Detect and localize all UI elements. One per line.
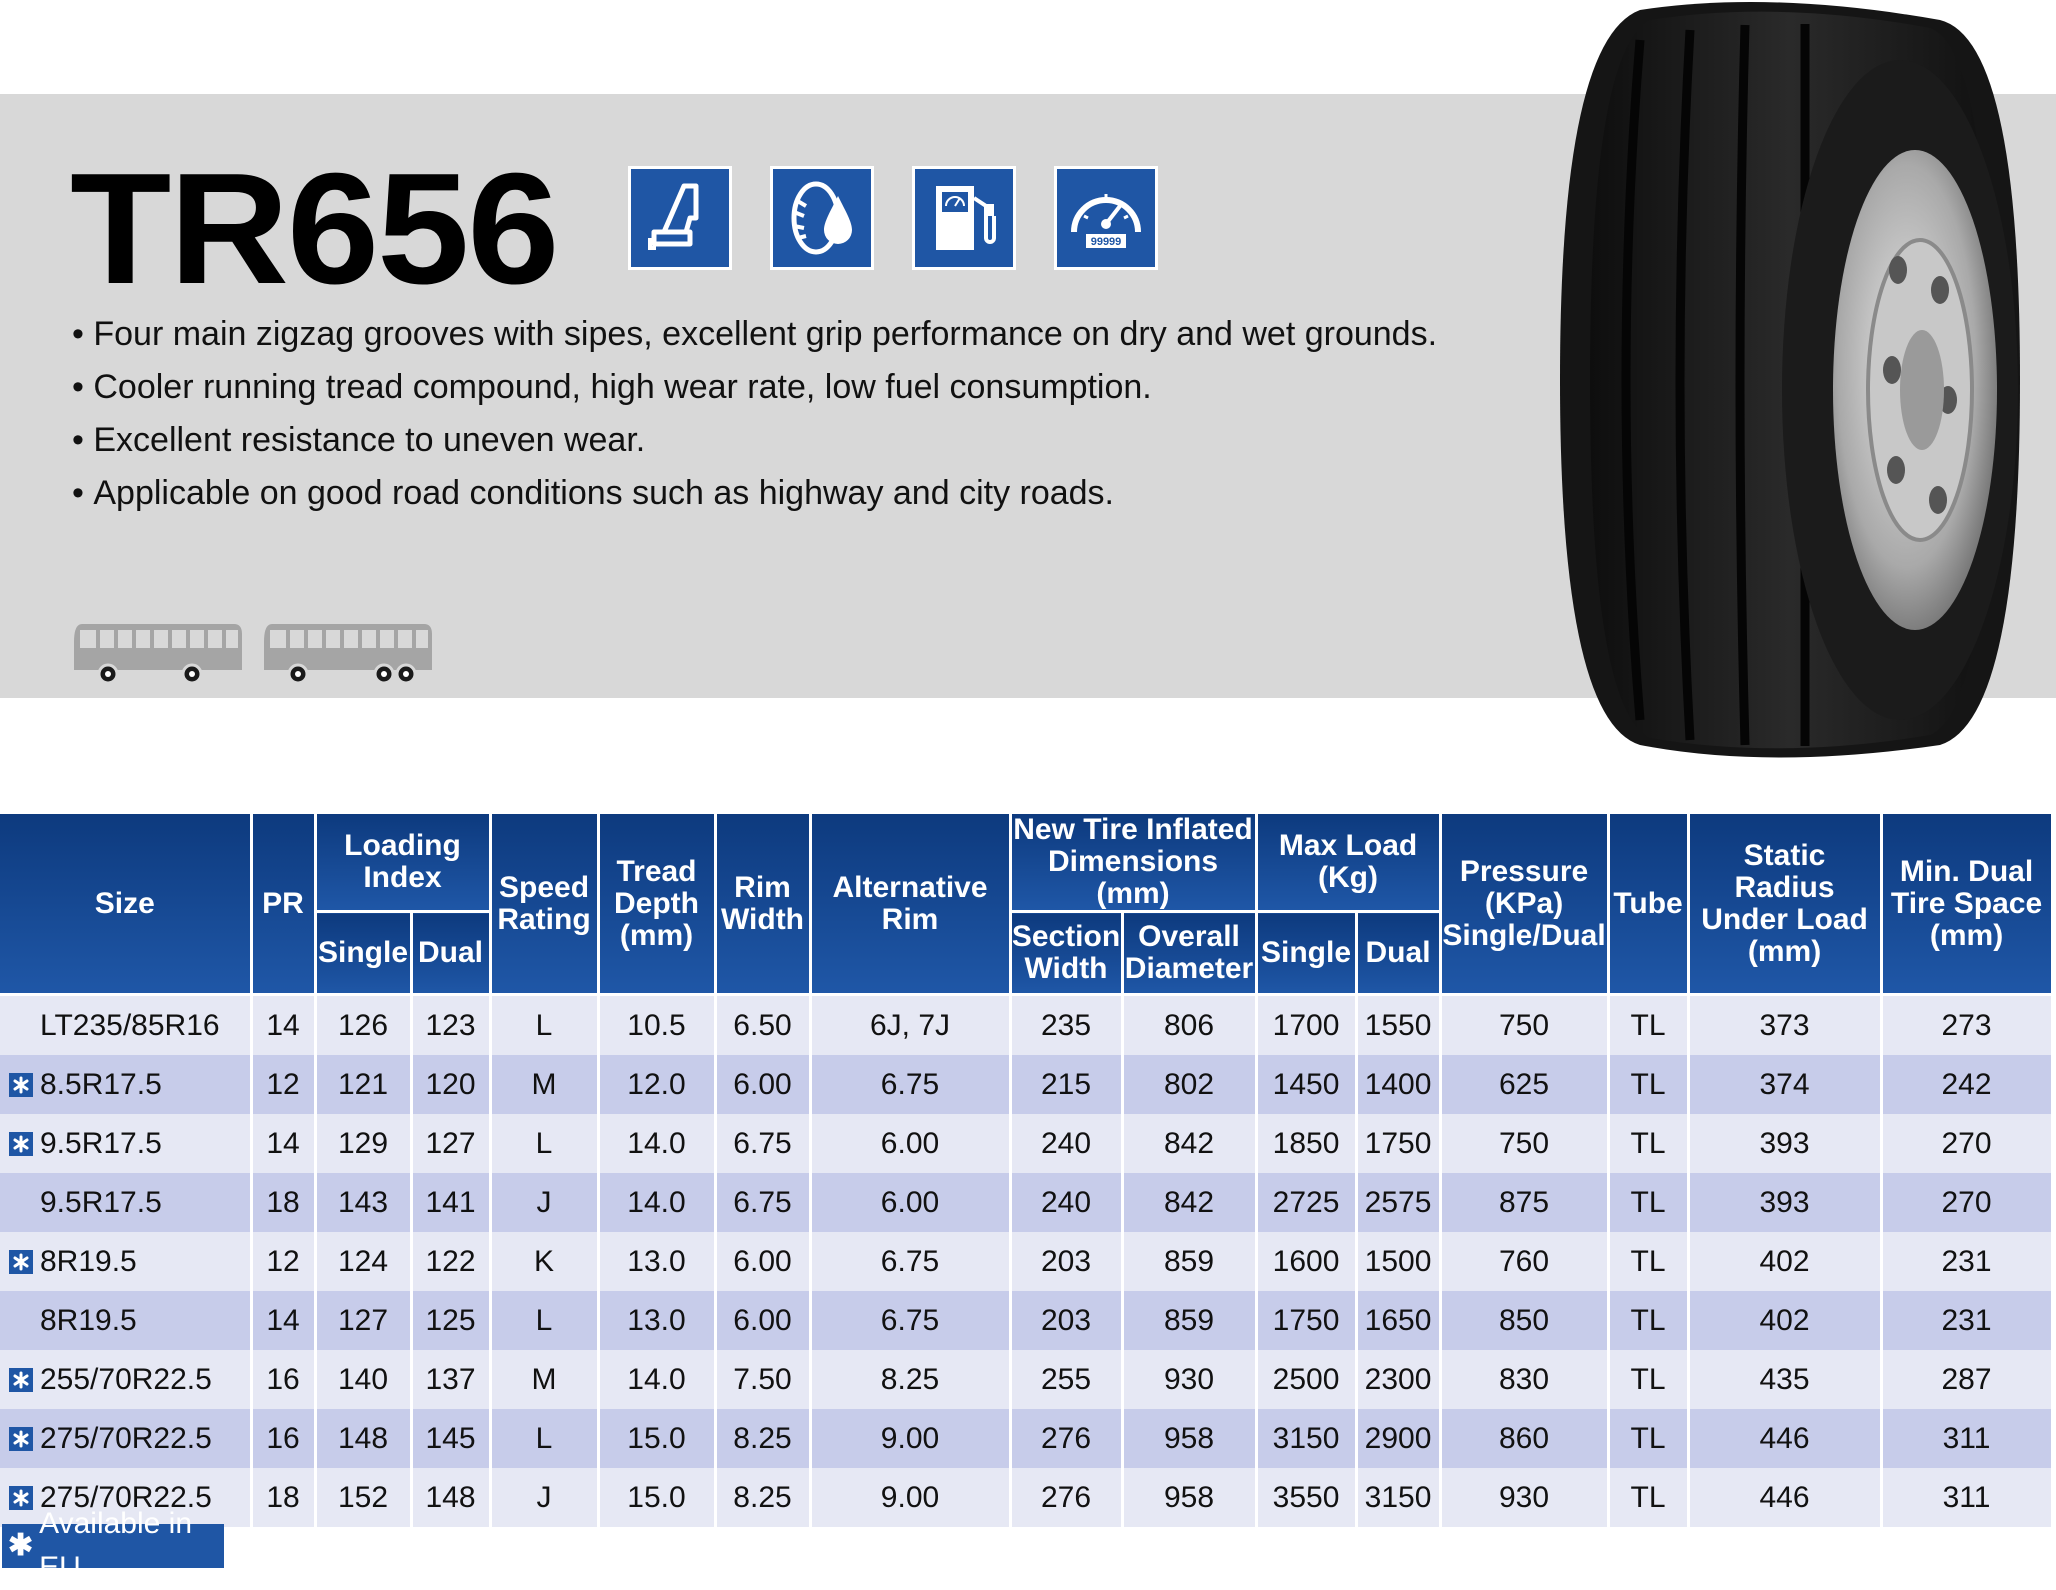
header-tube: Tube <box>1608 814 1688 995</box>
table-cell: TL <box>1608 1173 1688 1232</box>
table-cell: 203 <box>1010 1291 1122 1350</box>
eu-star-icon: ✱ <box>8 1529 34 1562</box>
table-cell: J <box>490 1468 598 1527</box>
table-cell: 6.00 <box>715 1055 810 1114</box>
table-cell: 140 <box>315 1350 411 1409</box>
table-cell: 1550 <box>1356 995 1440 1056</box>
table-row <box>0 1350 2052 1409</box>
table-cell: 6.00 <box>810 1114 1010 1173</box>
table-cell: 2725 <box>1256 1173 1356 1232</box>
spec-table-body <box>0 995 2052 1528</box>
table-cell: 2575 <box>1356 1173 1440 1232</box>
table-cell: 10.5 <box>598 995 715 1056</box>
table-cell: 16 <box>251 1409 315 1468</box>
table-cell: 393 <box>1688 1173 1881 1232</box>
header-loading-dual: Dual <box>411 912 490 995</box>
table-cell: 9.00 <box>810 1468 1010 1527</box>
table-cell: 374 <box>1688 1055 1881 1114</box>
model-title: TR656 <box>70 141 558 317</box>
table-cell: 12.0 <box>598 1055 715 1114</box>
table-cell: 2300 <box>1356 1350 1440 1409</box>
table-cell: 13.0 <box>598 1291 715 1350</box>
svg-text:99999: 99999 <box>1090 236 1122 248</box>
table-cell: 1700 <box>1256 995 1356 1056</box>
table-cell: 276 <box>1010 1409 1122 1468</box>
table-cell: 242 <box>1881 1055 2052 1114</box>
bus-tandem-axle-icon <box>260 620 434 686</box>
header-size: Size <box>0 814 251 995</box>
header-speed-rating: Speed Rating <box>490 814 598 995</box>
table-cell: 14.0 <box>598 1350 715 1409</box>
table-cell: 148 <box>411 1468 490 1527</box>
fuel-economy-icon <box>912 166 1016 270</box>
table-cell: 930 <box>1122 1350 1256 1409</box>
table-cell: M <box>490 1350 598 1409</box>
table-cell: 842 <box>1122 1114 1256 1173</box>
table-cell: 145 <box>411 1409 490 1468</box>
table-cell: 215 <box>1010 1055 1122 1114</box>
eu-available-icon <box>9 1368 33 1392</box>
feature-item: • Applicable on good road conditions such as highway and city roads. <box>72 467 1437 520</box>
bus-single-axle-icon <box>70 620 244 686</box>
table-cell: 6.75 <box>715 1114 810 1173</box>
table-cell: 1400 <box>1356 1055 1440 1114</box>
feature-icons <box>628 166 1158 270</box>
header-loading-index: Loading Index <box>315 814 490 912</box>
table-cell: 311 <box>1881 1409 2052 1468</box>
size-cell <box>0 1291 251 1350</box>
eu-available-icon <box>9 1073 33 1097</box>
table-cell: K <box>490 1232 598 1291</box>
table-cell: 2500 <box>1256 1350 1356 1409</box>
eu-available-icon <box>9 1250 33 1274</box>
header-pressure: Pressure (KPa) Single/Dual <box>1440 814 1608 995</box>
header-section-width: Section Width <box>1010 912 1122 995</box>
table-cell: 240 <box>1010 1173 1122 1232</box>
size-label: 275/70R22.5 <box>40 1421 212 1455</box>
table-row <box>0 995 2052 1056</box>
table-cell: 127 <box>411 1114 490 1173</box>
table-cell: 1500 <box>1356 1232 1440 1291</box>
spec-table <box>0 814 2054 1527</box>
table-cell: 273 <box>1881 995 2052 1056</box>
table-cell: 12 <box>251 1055 315 1114</box>
table-cell: 930 <box>1440 1468 1608 1527</box>
table-cell: 6.00 <box>715 1291 810 1350</box>
table-cell: 12 <box>251 1232 315 1291</box>
table-cell: 127 <box>315 1291 411 1350</box>
table-cell: 152 <box>315 1468 411 1527</box>
table-cell: 1450 <box>1256 1055 1356 1114</box>
table-cell: 203 <box>1010 1232 1122 1291</box>
table-cell: 14.0 <box>598 1173 715 1232</box>
table-cell: 126 <box>315 995 411 1056</box>
table-cell: 13.0 <box>598 1232 715 1291</box>
size-cell <box>0 1173 251 1232</box>
table-cell: 121 <box>315 1055 411 1114</box>
table-cell: TL <box>1608 1468 1688 1527</box>
header-min-dual-space: Min. Dual Tire Space (mm) <box>1881 814 2052 995</box>
table-cell: 231 <box>1881 1291 2052 1350</box>
table-row <box>0 1055 2052 1114</box>
table-cell: 435 <box>1688 1350 1881 1409</box>
table-cell: 6.00 <box>715 1232 810 1291</box>
table-cell: L <box>490 1114 598 1173</box>
table-cell: 3150 <box>1356 1468 1440 1527</box>
feature-list <box>72 308 1437 520</box>
table-cell: 6.00 <box>810 1173 1010 1232</box>
table-cell: 750 <box>1440 1114 1608 1173</box>
table-cell: TL <box>1608 1291 1688 1350</box>
table-cell: 122 <box>411 1232 490 1291</box>
header-max-load-dual: Dual <box>1356 912 1440 995</box>
table-cell: 802 <box>1122 1055 1256 1114</box>
header-new-tire-dimensions: New Tire Inflated Dimensions (mm) <box>1010 814 1256 912</box>
table-cell: 806 <box>1122 995 1256 1056</box>
table-cell: 141 <box>411 1173 490 1232</box>
table-cell: 446 <box>1688 1409 1881 1468</box>
size-label: 255/70R22.5 <box>40 1362 212 1396</box>
table-cell: TL <box>1608 995 1688 1056</box>
table-cell: 7.50 <box>715 1350 810 1409</box>
table-cell: 625 <box>1440 1055 1608 1114</box>
eu-available-icon <box>9 1132 33 1156</box>
table-cell: 1750 <box>1256 1291 1356 1350</box>
header-rim-width: Rim Width <box>715 814 810 995</box>
size-label: 9.5R17.5 <box>40 1126 162 1160</box>
size-label: 9.5R17.5 <box>40 1185 162 1219</box>
size-label: 8R19.5 <box>40 1244 137 1278</box>
table-cell: 14 <box>251 1291 315 1350</box>
table-cell: 860 <box>1440 1409 1608 1468</box>
eu-legend-label: Available in EU <box>39 1507 193 1584</box>
size-label: 275/70R22.5 <box>40 1480 212 1514</box>
size-cell <box>0 1350 251 1409</box>
table-cell: 270 <box>1881 1173 2052 1232</box>
table-row <box>0 1291 2052 1350</box>
table-cell: TL <box>1608 1232 1688 1291</box>
header-max-load: Max Load (Kg) <box>1256 814 1440 912</box>
table-cell: 123 <box>411 995 490 1056</box>
table-row <box>0 1468 2052 1527</box>
table-cell: 240 <box>1010 1114 1122 1173</box>
size-cell <box>0 1232 251 1291</box>
table-cell: 148 <box>315 1409 411 1468</box>
size-label: LT235/85R16 <box>40 1008 220 1042</box>
table-cell: 311 <box>1881 1468 2052 1527</box>
table-cell: 287 <box>1881 1350 2052 1409</box>
table-cell: 850 <box>1440 1291 1608 1350</box>
size-cell <box>0 1114 251 1173</box>
table-cell: 14.0 <box>598 1114 715 1173</box>
size-cell <box>0 995 251 1056</box>
table-cell: L <box>490 995 598 1056</box>
table-cell: L <box>490 1409 598 1468</box>
table-cell: 875 <box>1440 1173 1608 1232</box>
table-cell: 1600 <box>1256 1232 1356 1291</box>
table-cell: 6J, 7J <box>810 995 1010 1056</box>
eu-available-icon <box>9 1486 33 1510</box>
feature-item: • Excellent resistance to uneven wear. <box>72 414 1437 467</box>
table-row <box>0 1114 2052 1173</box>
size-label: 8.5R17.5 <box>40 1067 162 1101</box>
table-row <box>0 1232 2052 1291</box>
table-cell: 3550 <box>1256 1468 1356 1527</box>
table-cell: 8.25 <box>715 1409 810 1468</box>
header-alternative-rim: Alternative Rim <box>810 814 1010 995</box>
table-cell: 15.0 <box>598 1468 715 1527</box>
table-cell: 15.0 <box>598 1409 715 1468</box>
tire-image <box>1520 0 2030 760</box>
table-cell: 750 <box>1440 995 1608 1056</box>
table-cell: TL <box>1608 1114 1688 1173</box>
table-cell: 6.75 <box>810 1055 1010 1114</box>
table-cell: 143 <box>315 1173 411 1232</box>
table-cell: L <box>490 1291 598 1350</box>
table-cell: 8.25 <box>715 1468 810 1527</box>
table-cell: 124 <box>315 1232 411 1291</box>
table-cell: TL <box>1608 1409 1688 1468</box>
table-cell: 393 <box>1688 1114 1881 1173</box>
table-cell: 137 <box>411 1350 490 1409</box>
wet-grip-icon <box>770 166 874 270</box>
table-cell: J <box>490 1173 598 1232</box>
table-cell: 842 <box>1122 1173 1256 1232</box>
table-cell: 859 <box>1122 1291 1256 1350</box>
table-cell: 760 <box>1440 1232 1608 1291</box>
eu-available-icon <box>9 1427 33 1451</box>
table-cell: 859 <box>1122 1232 1256 1291</box>
table-row <box>0 1409 2052 1468</box>
table-cell: 1750 <box>1356 1114 1440 1173</box>
table-cell: 402 <box>1688 1232 1881 1291</box>
header-pr: PR <box>251 814 315 995</box>
table-cell: 276 <box>1010 1468 1122 1527</box>
table-cell: 6.75 <box>810 1232 1010 1291</box>
table-cell: 6.75 <box>715 1173 810 1232</box>
table-cell: 270 <box>1881 1114 2052 1173</box>
table-cell: 373 <box>1688 995 1881 1056</box>
table-cell: 129 <box>315 1114 411 1173</box>
size-cell <box>0 1409 251 1468</box>
table-cell: 8.25 <box>810 1350 1010 1409</box>
table-cell: 446 <box>1688 1468 1881 1527</box>
table-cell: 255 <box>1010 1350 1122 1409</box>
table-cell: 2900 <box>1356 1409 1440 1468</box>
table-cell: TL <box>1608 1350 1688 1409</box>
seat-comfort-icon <box>628 166 732 270</box>
table-cell: 958 <box>1122 1468 1256 1527</box>
header-loading-single: Single <box>315 912 411 995</box>
mileage-icon <box>1054 166 1158 270</box>
header-max-load-single: Single <box>1256 912 1356 995</box>
table-cell: 18 <box>251 1468 315 1527</box>
table-cell: 18 <box>251 1173 315 1232</box>
table-row <box>0 1173 2052 1232</box>
feature-item: • Cooler running tread compound, high wear rate, low fuel consumption. <box>72 361 1437 414</box>
table-cell: 16 <box>251 1350 315 1409</box>
table-cell: 1850 <box>1256 1114 1356 1173</box>
table-cell: 120 <box>411 1055 490 1114</box>
table-cell: 9.00 <box>810 1409 1010 1468</box>
header-static-radius: Static Radius Under Load (mm) <box>1688 814 1881 995</box>
size-cell <box>0 1055 251 1114</box>
table-cell: 830 <box>1440 1350 1608 1409</box>
feature-item: • Four main zigzag grooves with sipes, excellent grip performance on dry and wet grounds. <box>72 308 1437 361</box>
table-cell: M <box>490 1055 598 1114</box>
table-cell: 958 <box>1122 1409 1256 1468</box>
size-label: 8R19.5 <box>40 1303 137 1337</box>
table-cell: 14 <box>251 1114 315 1173</box>
table-cell: 402 <box>1688 1291 1881 1350</box>
table-cell: 6.50 <box>715 995 810 1056</box>
table-cell: 1650 <box>1356 1291 1440 1350</box>
header-tread-depth: Tread Depth (mm) <box>598 814 715 995</box>
table-cell: 231 <box>1881 1232 2052 1291</box>
eu-legend <box>2 1507 224 1584</box>
vehicle-icons <box>70 620 434 686</box>
table-cell: 235 <box>1010 995 1122 1056</box>
table-cell: 14 <box>251 995 315 1056</box>
table-cell: 6.75 <box>810 1291 1010 1350</box>
table-cell: 125 <box>411 1291 490 1350</box>
table-cell: TL <box>1608 1055 1688 1114</box>
header-overall-diameter: Overall Diameter <box>1122 912 1256 995</box>
table-cell: 3150 <box>1256 1409 1356 1468</box>
